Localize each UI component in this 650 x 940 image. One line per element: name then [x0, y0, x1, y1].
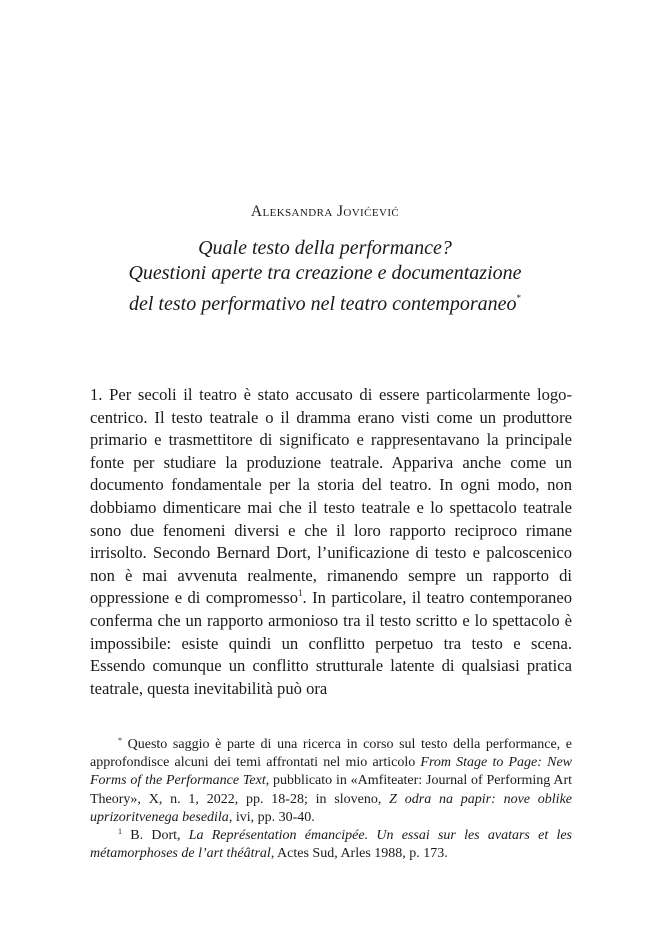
footnote-1-book-title: La Représentation émancipée. Un essai sur les avatars et les métamorphoses de l’art théâtral	[90, 828, 573, 862]
footnote-star-text-3: , ivi, pp. 30-40.	[228, 809, 315, 825]
footnote-1	[90, 827, 572, 863]
title-line-3-text: del testo performativo nel teatro contemporaneo	[128, 293, 517, 315]
footnote-star-text-1: Questo saggio è parte di una ricerca in corso sul testo della performance, e approfondisce alcuni dei temi affrontati nel mio articolo	[90, 737, 573, 771]
footnote-ref-1: 1	[298, 588, 303, 599]
title-line-2: Questioni aperte tra creazione e documentazione	[128, 262, 522, 284]
title-footnote-marker: *	[516, 293, 522, 303]
footnote-1-text-1: B. Dort,	[130, 828, 189, 844]
footnote-star-slovene-title: Z odra na papir: nove oblike uprizoritvenega besedila	[90, 791, 573, 825]
footnote-1-text-2: , Actes Sud, Arles 1988, p. 173.	[270, 846, 448, 862]
footnote-star-text-2: , pubblicato in «Amfiteater: Journal of Performing Art Theory», X, n. 1, 2022, pp. 18-28; in sloveno,	[90, 773, 572, 807]
title-line-1: Quale testo della performance?	[198, 237, 452, 259]
body-text-part-2: . In particolare, il teatro contemporaneo conferma che un rapporto armonioso tra il testo scritto e lo spettacolo è impossibile: esiste quindi un conflitto perpetuo tra testo e scena. Essendo comunque un conflitto strutturale latente di qualsiasi pratica teatrale, questa inevitabilità può ora	[90, 588, 572, 698]
body-paragraph	[90, 384, 572, 700]
title-line-3	[0, 286, 650, 317]
essay-title	[0, 236, 650, 317]
author-name: Aleksandra Jovićević	[250, 203, 400, 220]
footnotes	[90, 736, 572, 863]
footnote-star-marker: *	[118, 736, 122, 745]
footnote-star	[90, 736, 572, 827]
footnote-1-marker: 1	[118, 827, 122, 837]
body-text-part-1: 1. Per secoli il teatro è stato accusato di essere particolarmente logocentrico. Il testo teatrale o il dramma erano visti come un produttore primario e trasmettitore di significato e rappresentavano la principale fonte per studiare la produzione teatrale. Appariva anche come un documento fondamentale per la storia del teatro. In ogni modo, non dobbiamo dimenticare mai che il testo teatrale e lo spettacolo teatrale sono due fenomeni diversi e che il loro rapporto reciproco rimane irrisolto. Secondo Bernard Dort, l’unificazione di testo e palcoscenico non è mai avvenuta realmente, rimanendo sempre un rapporto di oppressione e di compromesso	[90, 385, 572, 608]
footnote-star-article-title: From Stage to Page: New Forms of the Performance Text	[90, 755, 573, 789]
